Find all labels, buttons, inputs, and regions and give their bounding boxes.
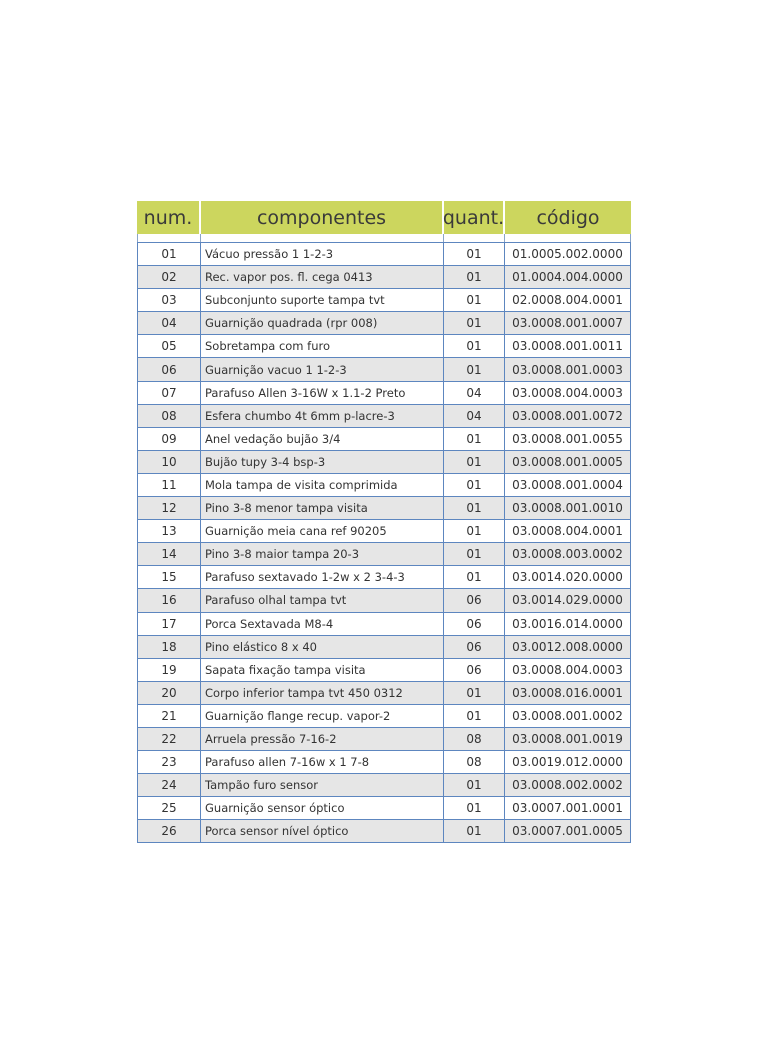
- cell-code: 03.0008.001.0019: [505, 728, 631, 750]
- table-row: [137, 727, 631, 750]
- header-gap: [137, 234, 631, 242]
- cell-num: 05: [137, 335, 201, 357]
- table-row: [137, 427, 631, 450]
- cell-component: Parafuso sextavado 1-2w x 2 3-4-3: [201, 566, 444, 588]
- cell-component: Esfera chumbo 4t 6mm p-lacre-3: [201, 405, 444, 427]
- cell-qty: 01: [444, 335, 505, 357]
- cell-code: 03.0012.008.0000: [505, 636, 631, 658]
- cell-num: 09: [137, 428, 201, 450]
- cell-code: 03.0019.012.0000: [505, 751, 631, 773]
- cell-code: 03.0008.003.0002: [505, 543, 631, 565]
- cell-component: Guarnição quadrada (rpr 008): [201, 312, 444, 334]
- cell-qty: 01: [444, 797, 505, 819]
- table-body: [137, 242, 631, 843]
- cell-component: Bujão tupy 3-4 bsp-3: [201, 451, 444, 473]
- cell-code: 03.0014.020.0000: [505, 566, 631, 588]
- cell-code: 03.0008.002.0002: [505, 774, 631, 796]
- table-row: [137, 265, 631, 288]
- cell-qty: 01: [444, 358, 505, 380]
- cell-code: 03.0008.016.0001: [505, 682, 631, 704]
- table-row: [137, 450, 631, 473]
- cell-code: 03.0008.001.0005: [505, 451, 631, 473]
- cell-component: Porca Sextavada M8-4: [201, 613, 444, 635]
- cell-qty: 01: [444, 266, 505, 288]
- cell-component: Vácuo pressão 1 1-2-3: [201, 243, 444, 265]
- table-row: [137, 819, 631, 842]
- cell-num: 25: [137, 797, 201, 819]
- cell-qty: 06: [444, 613, 505, 635]
- cell-num: 26: [137, 820, 201, 842]
- header-component: componentes: [201, 201, 444, 234]
- cell-code: 03.0016.014.0000: [505, 613, 631, 635]
- cell-qty: 01: [444, 474, 505, 496]
- cell-component: Parafuso Allen 3-16W x 1.1-2 Preto: [201, 382, 444, 404]
- cell-num: 17: [137, 613, 201, 635]
- cell-qty: 08: [444, 728, 505, 750]
- cell-num: 08: [137, 405, 201, 427]
- table-row: [137, 542, 631, 565]
- table-row: [137, 473, 631, 496]
- cell-component: Subconjunto suporte tampa tvt: [201, 289, 444, 311]
- table-row: [137, 334, 631, 357]
- cell-component: Rec. vapor pos. fl. cega 0413: [201, 266, 444, 288]
- table-row: [137, 588, 631, 611]
- cell-qty: 01: [444, 682, 505, 704]
- table-row: [137, 612, 631, 635]
- cell-num: 21: [137, 705, 201, 727]
- cell-component: Anel vedação bujão 3/4: [201, 428, 444, 450]
- cell-num: 02: [137, 266, 201, 288]
- table-row: [137, 681, 631, 704]
- cell-component: Pino 3-8 menor tampa visita: [201, 497, 444, 519]
- cell-num: 24: [137, 774, 201, 796]
- cell-qty: 01: [444, 820, 505, 842]
- cell-qty: 01: [444, 520, 505, 542]
- cell-num: 07: [137, 382, 201, 404]
- cell-code: 01.0005.002.0000: [505, 243, 631, 265]
- cell-num: 20: [137, 682, 201, 704]
- cell-component: Parafuso olhal tampa tvt: [201, 589, 444, 611]
- table-row: [137, 704, 631, 727]
- cell-qty: 01: [444, 566, 505, 588]
- table-row: [137, 311, 631, 334]
- cell-code: 03.0008.001.0011: [505, 335, 631, 357]
- cell-code: 03.0008.004.0001: [505, 520, 631, 542]
- cell-num: 06: [137, 358, 201, 380]
- cell-num: 14: [137, 543, 201, 565]
- table-row: [137, 658, 631, 681]
- cell-component: Sapata fixação tampa visita: [201, 659, 444, 681]
- cell-qty: 01: [444, 451, 505, 473]
- cell-component: Sobretampa com furo: [201, 335, 444, 357]
- cell-qty: 01: [444, 497, 505, 519]
- cell-code: 03.0007.001.0005: [505, 820, 631, 842]
- table-row: [137, 288, 631, 311]
- cell-component: Pino 3-8 maior tampa 20-3: [201, 543, 444, 565]
- cell-num: 12: [137, 497, 201, 519]
- table-row: [137, 404, 631, 427]
- header-code: código: [505, 201, 631, 234]
- cell-num: 19: [137, 659, 201, 681]
- table-row: [137, 796, 631, 819]
- cell-code: 01.0004.004.0000: [505, 266, 631, 288]
- table-row: [137, 750, 631, 773]
- cell-num: 22: [137, 728, 201, 750]
- cell-num: 03: [137, 289, 201, 311]
- cell-qty: 01: [444, 543, 505, 565]
- cell-qty: 01: [444, 774, 505, 796]
- table-row: [137, 242, 631, 265]
- cell-qty: 01: [444, 428, 505, 450]
- cell-qty: 04: [444, 382, 505, 404]
- cell-num: 18: [137, 636, 201, 658]
- table-row: [137, 773, 631, 796]
- cell-code: 03.0008.001.0007: [505, 312, 631, 334]
- cell-num: 23: [137, 751, 201, 773]
- parts-table: [137, 201, 631, 843]
- cell-component: Tampão furo sensor: [201, 774, 444, 796]
- cell-component: Guarnição flange recup. vapor-2: [201, 705, 444, 727]
- header-num: num.: [137, 201, 201, 234]
- cell-num: 04: [137, 312, 201, 334]
- cell-num: 01: [137, 243, 201, 265]
- cell-component: Mola tampa de visita comprimida: [201, 474, 444, 496]
- cell-component: Arruela pressão 7-16-2: [201, 728, 444, 750]
- table-row: [137, 565, 631, 588]
- table-row: [137, 635, 631, 658]
- cell-num: 10: [137, 451, 201, 473]
- table-row: [137, 357, 631, 380]
- table-row: [137, 496, 631, 519]
- cell-component: Parafuso allen 7-16w x 1 7-8: [201, 751, 444, 773]
- cell-component: Guarnição sensor óptico: [201, 797, 444, 819]
- cell-code: 03.0008.001.0055: [505, 428, 631, 450]
- cell-qty: 01: [444, 243, 505, 265]
- cell-component: Pino elástico 8 x 40: [201, 636, 444, 658]
- cell-qty: 06: [444, 589, 505, 611]
- cell-code: 03.0008.001.0010: [505, 497, 631, 519]
- cell-code: 03.0014.029.0000: [505, 589, 631, 611]
- cell-num: 16: [137, 589, 201, 611]
- cell-qty: 06: [444, 659, 505, 681]
- table-header: [137, 201, 631, 234]
- cell-qty: 01: [444, 289, 505, 311]
- cell-code: 02.0008.004.0001: [505, 289, 631, 311]
- cell-component: Corpo inferior tampa tvt 450 0312: [201, 682, 444, 704]
- cell-qty: 01: [444, 705, 505, 727]
- cell-component: Porca sensor nível óptico: [201, 820, 444, 842]
- cell-component: Guarnição vacuo 1 1-2-3: [201, 358, 444, 380]
- cell-qty: 01: [444, 312, 505, 334]
- table-row: [137, 519, 631, 542]
- cell-qty: 06: [444, 636, 505, 658]
- cell-qty: 04: [444, 405, 505, 427]
- cell-code: 03.0008.001.0072: [505, 405, 631, 427]
- header-qty: quant.: [444, 201, 505, 234]
- table-row: [137, 381, 631, 404]
- cell-code: 03.0008.001.0003: [505, 358, 631, 380]
- cell-code: 03.0008.004.0003: [505, 659, 631, 681]
- cell-num: 13: [137, 520, 201, 542]
- cell-component: Guarnição meia cana ref 90205: [201, 520, 444, 542]
- cell-code: 03.0008.004.0003: [505, 382, 631, 404]
- cell-qty: 08: [444, 751, 505, 773]
- cell-num: 15: [137, 566, 201, 588]
- cell-code: 03.0008.001.0002: [505, 705, 631, 727]
- cell-code: 03.0007.001.0001: [505, 797, 631, 819]
- cell-num: 11: [137, 474, 201, 496]
- cell-code: 03.0008.001.0004: [505, 474, 631, 496]
